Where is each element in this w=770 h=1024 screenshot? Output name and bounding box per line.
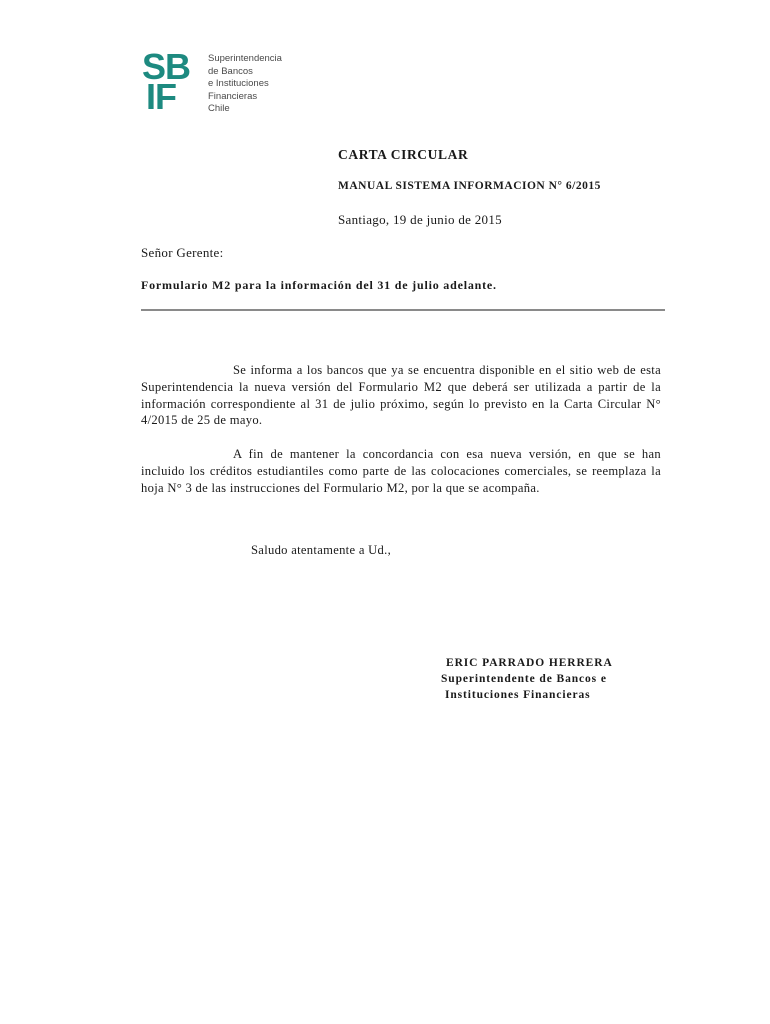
logo-line: Chile (208, 103, 230, 114)
logo-line: de Bancos (208, 65, 253, 77)
logo-wordmark (208, 53, 282, 116)
logo-mark-row1: SB (142, 46, 191, 87)
body-paragraph-2: A fin de mantener la concordancia con esa nueva versión, en que se han incluido los créditos estudiantiles como parte de las colocaciones comerciales, se reemplaza la hoja N° 3 de las instrucciones del Formulario M2, por la que se acompaña. (141, 447, 661, 495)
logo-line: Superintendencia (208, 53, 282, 64)
document-title: CARTA CIRCULAR (338, 147, 469, 162)
salutation: Señor Gerente: (141, 245, 224, 260)
sbif-logo (140, 46, 290, 120)
sbif-logo-mark (140, 46, 200, 118)
closing-line: Saludo atentamente a Ud., (251, 543, 392, 557)
signatory-name: ERIC PARRADO HERRERA (446, 657, 613, 669)
subject-line: Formulario M2 para la información del 31 de julio adelante. (141, 278, 497, 292)
horizontal-divider (141, 309, 665, 311)
logo-line: Financieras (208, 90, 258, 102)
logo-mark-row2: IF (146, 76, 176, 117)
signatory-title-line1: Superintendente de Bancos e (441, 673, 607, 685)
signature-block (441, 655, 613, 703)
signatory-title-line2: Instituciones Financieras (445, 689, 591, 701)
logo-line: e Instituciones (208, 78, 269, 89)
body-paragraph-1: Se informa a los bancos que ya se encuentra disponible en el sitio web de esta Superintendencia la nueva versión del Formulario M2 que deberá ser utilizada a partir de la información correspondiente al 31 de julio próximo, según lo previsto en la Carta Circular N° 4/2015 de 25 de mayo. (141, 363, 661, 428)
document-date: Santiago, 19 de junio de 2015 (338, 212, 502, 227)
document-subtitle: MANUAL SISTEMA INFORMACION N° 6/2015 (338, 180, 601, 192)
